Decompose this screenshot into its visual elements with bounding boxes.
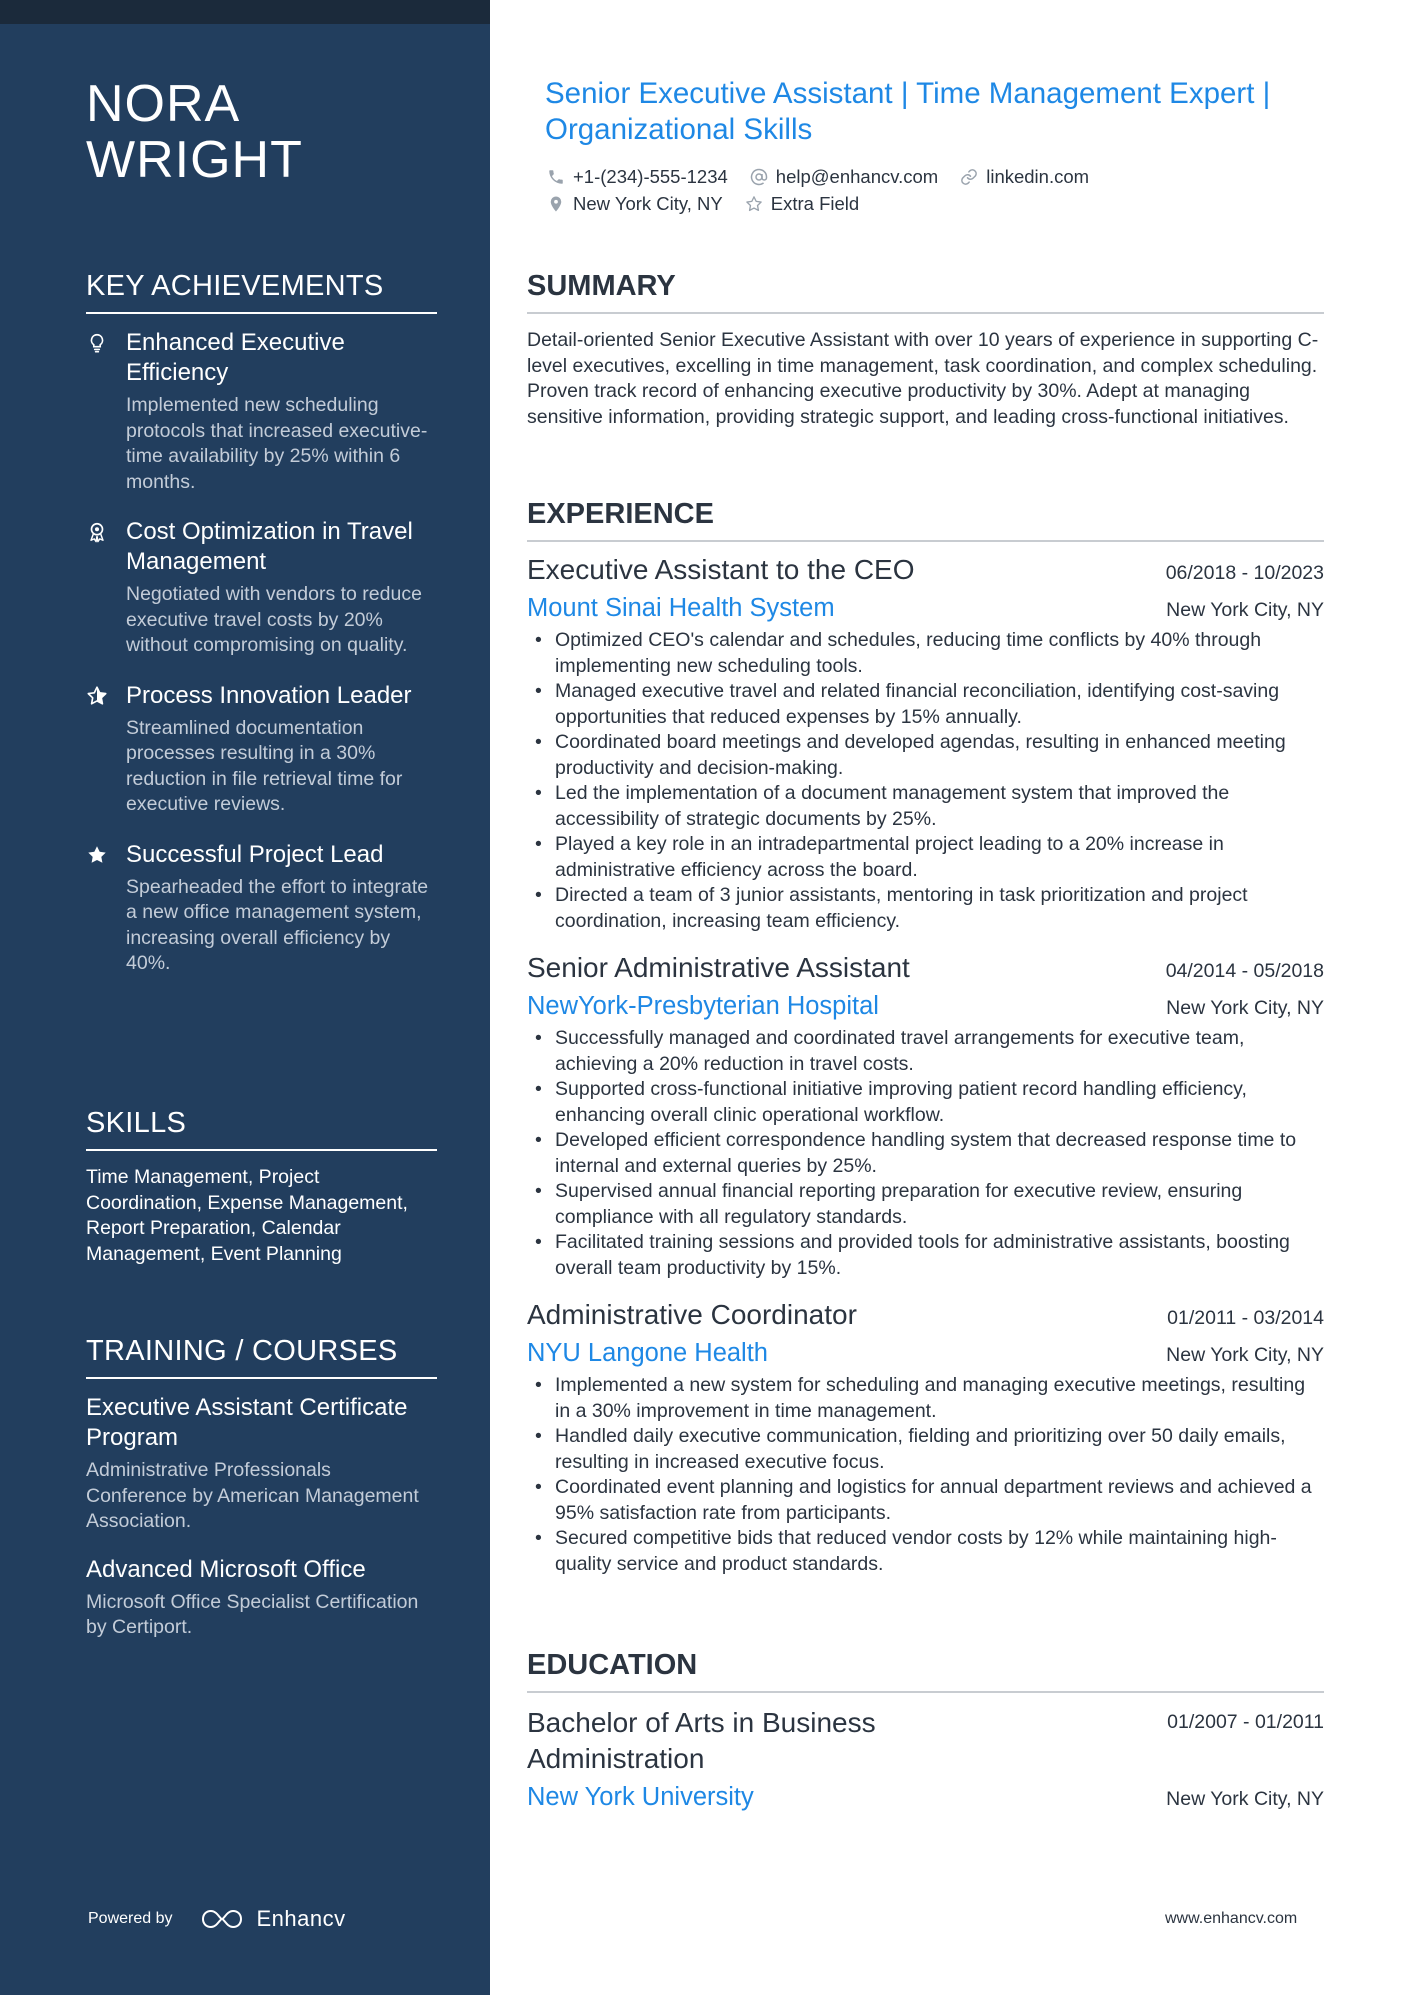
location-pin-icon xyxy=(547,195,565,213)
achievement-description: Spearheaded the effort to integrate a new office management system, increasing overall efficiency by 40%. xyxy=(126,875,429,974)
achievement-title: Enhanced Executive Efficiency xyxy=(126,329,345,386)
education-location: New York City, NY xyxy=(1166,1788,1324,1810)
job-location: New York City, NY xyxy=(1166,1344,1324,1366)
school-name: New York University xyxy=(527,1783,754,1811)
achievement-item xyxy=(86,517,437,659)
at-sign-icon xyxy=(750,168,768,186)
star-icon xyxy=(86,844,108,866)
job-entry xyxy=(527,552,1324,934)
phone-text: +1-(234)-555-1234 xyxy=(573,165,728,187)
job-dates: 06/2018 - 10/2023 xyxy=(1165,562,1324,584)
job-location: New York City, NY xyxy=(1166,599,1324,621)
contact-row xyxy=(547,190,1326,217)
achievement-title: Successful Project Lead xyxy=(126,840,384,868)
list-item: • Coordinated board meetings and developed agendas, resulting in enhanced meeting productivity and decision-making. xyxy=(527,730,1324,781)
skills-section xyxy=(86,1105,437,1267)
course-description: Microsoft Office Specialist Certification by Certiport. xyxy=(86,1590,419,1638)
summary-text: Detail-oriented Senior Executive Assistant with over 10 years of experience in supporting C-level executives, excelling in time management, task coordination, and complex scheduling. Proven track record of enhancing executive productivity by 30%. Adept at managing sensitive information, providing strategic support, and leading cross-functional initiatives. xyxy=(527,329,1319,428)
headline: Senior Executive Assistant | Time Management Expert | Organizational Skills xyxy=(545,77,1271,146)
list-item: • Supervised annual financial reporting preparation for executive review, ensuring compliance with all regulatory standards. xyxy=(527,1179,1324,1230)
contact-row xyxy=(547,163,1326,190)
enhancv-logo-icon xyxy=(199,1907,245,1931)
contact-location xyxy=(547,193,723,215)
company-name: Mount Sinai Health System xyxy=(527,594,835,622)
list-item: • Facilitated training sessions and provided tools for administrative assistants, boosting overall team productivity by 15%. xyxy=(527,1230,1324,1281)
education-header xyxy=(527,1705,1324,1777)
phone-icon xyxy=(547,168,565,186)
achievements-heading: KEY ACHIEVEMENTS xyxy=(86,268,437,314)
contact-email[interactable] xyxy=(750,166,938,188)
education-heading: EDUCATION xyxy=(527,1647,1324,1693)
job-dates: 04/2014 - 05/2018 xyxy=(1165,960,1324,982)
course-title: Advanced Microsoft Office xyxy=(86,1555,366,1583)
footer-website[interactable]: www.enhancv.com xyxy=(1165,1910,1298,1927)
location-text: New York City, NY xyxy=(573,192,723,214)
achievement-description: Implemented new scheduling protocols that increased executive-time availability by 25% within 6 months. xyxy=(126,394,428,493)
training-section xyxy=(86,1333,437,1661)
skills-list: Time Management, Project Coordination, Expense Management, Report Preparation, Calendar Management, Event Planning xyxy=(86,1166,408,1265)
job-title: Executive Assistant to the CEO xyxy=(527,554,915,585)
star-outline-icon xyxy=(86,685,108,707)
job-subheader xyxy=(527,1337,1324,1369)
list-item: • Coordinated event planning and logistics for annual department reviews and achieved a 95% satisfaction rate from participants. xyxy=(527,1475,1324,1526)
education-dates: 01/2007 - 01/2011 xyxy=(1167,1711,1324,1733)
extra-text: Extra Field xyxy=(770,192,860,214)
course-description: Administrative Professionals Conference by American Management Association. xyxy=(86,1459,419,1532)
summary-heading: SUMMARY xyxy=(527,268,1324,314)
sidebar xyxy=(0,0,490,1995)
list-item: • Directed a team of 3 junior assistants, mentoring in task prioritization and project coordination, increasing team efficiency. xyxy=(527,883,1324,934)
degree-title: Bachelor of Arts in Business Administration xyxy=(527,1707,876,1774)
list-item: • Secured competitive bids that reduced vendor costs by 12% while maintaining high-quality service and product standards. xyxy=(527,1526,1324,1577)
company-name: NYU Langone Health xyxy=(527,1339,768,1367)
course-item xyxy=(86,1393,437,1535)
achievement-item xyxy=(86,328,437,495)
list-item: • Optimized CEO's calendar and schedules, reducing time conflicts by 40% through implementing new scheduling tools. xyxy=(527,628,1324,679)
education-section xyxy=(527,1647,1324,1813)
star-outline-icon xyxy=(745,195,763,213)
brand-name: Enhancv xyxy=(256,1906,346,1931)
job-title: Administrative Coordinator xyxy=(527,1299,857,1330)
training-heading: TRAINING / COURSES xyxy=(86,1333,437,1379)
list-item: • Played a key role in an intradepartmental project leading to a 20% increase in administrative efficiency across the board. xyxy=(527,832,1324,883)
list-item: • Successfully managed and coordinated travel arrangements for executive team, achieving a 20% reduction in travel costs. xyxy=(527,1026,1324,1077)
achievement-description: Negotiated with vendors to reduce executive travel costs by 20% without compromising on quality. xyxy=(126,583,422,656)
job-dates: 01/2011 - 03/2014 xyxy=(1167,1307,1324,1329)
list-item: • Managed executive travel and related financial reconciliation, identifying cost-saving opportunities that reduced expenses by 15% annually. xyxy=(527,679,1324,730)
job-location: New York City, NY xyxy=(1166,997,1324,1019)
contact-extra xyxy=(745,193,859,215)
experience-heading: EXPERIENCE xyxy=(527,496,1324,542)
course-title: Executive Assistant Certificate Program xyxy=(86,1394,408,1451)
summary-section xyxy=(527,268,1324,430)
award-icon xyxy=(86,521,108,543)
list-item: • Implemented a new system for scheduling and managing executive meetings, resulting in a 30% improvement in time management. xyxy=(527,1373,1324,1424)
job-subheader xyxy=(527,990,1324,1022)
education-subheader xyxy=(527,1781,1324,1813)
course-item xyxy=(86,1555,437,1641)
job-subheader xyxy=(527,592,1324,624)
job-header xyxy=(527,552,1324,588)
contact-linkedin[interactable] xyxy=(960,166,1089,188)
achievement-item xyxy=(86,840,437,977)
job-entry xyxy=(527,950,1324,1281)
achievement-title: Cost Optimization in Travel Management xyxy=(126,518,413,575)
lightbulb-icon xyxy=(86,332,108,354)
link-icon xyxy=(960,168,978,186)
skills-heading: SKILLS xyxy=(86,1105,437,1151)
company-name: NewYork-Presbyterian Hospital xyxy=(527,992,879,1020)
contact-phone[interactable] xyxy=(547,166,728,188)
job-entry xyxy=(527,1297,1324,1577)
list-item: • Developed efficient correspondence handling system that decreased response time to internal and external queries by 25%. xyxy=(527,1128,1324,1179)
achievement-description: Streamlined documentation processes resulting in a 30% reduction in file retrieval time for executive reviews. xyxy=(126,716,403,815)
achievements-section xyxy=(86,268,437,999)
email-text: help@enhancv.com xyxy=(775,165,939,187)
linkedin-text: linkedin.com xyxy=(986,165,1090,187)
education-entry xyxy=(527,1705,1324,1813)
candidate-name: NORA WRIGHT xyxy=(86,75,303,189)
contact-info xyxy=(547,163,1326,217)
list-item: • Handled daily executive communication, fielding and prioritizing over 50 daily emails, resulting in increased executive focus. xyxy=(527,1424,1324,1475)
achievement-title: Process Innovation Leader xyxy=(126,681,412,709)
job-header xyxy=(527,950,1324,986)
experience-section xyxy=(527,496,1324,1577)
list-item: • Supported cross-functional initiative improving patient record handling efficiency, enhancing overall clinic operational workflow. xyxy=(527,1077,1324,1128)
job-bullets xyxy=(527,1026,1324,1281)
job-title: Senior Administrative Assistant xyxy=(527,952,910,983)
achievement-item xyxy=(86,681,437,818)
powered-by xyxy=(88,1906,346,1932)
powered-by-label: Powered by xyxy=(88,1910,173,1927)
job-bullets xyxy=(527,1373,1324,1577)
sidebar-top-bar xyxy=(0,0,490,24)
job-header xyxy=(527,1297,1324,1333)
job-bullets xyxy=(527,628,1324,934)
list-item: • Led the implementation of a document management system that improved the accessibility of strategic documents by 25%. xyxy=(527,781,1324,832)
